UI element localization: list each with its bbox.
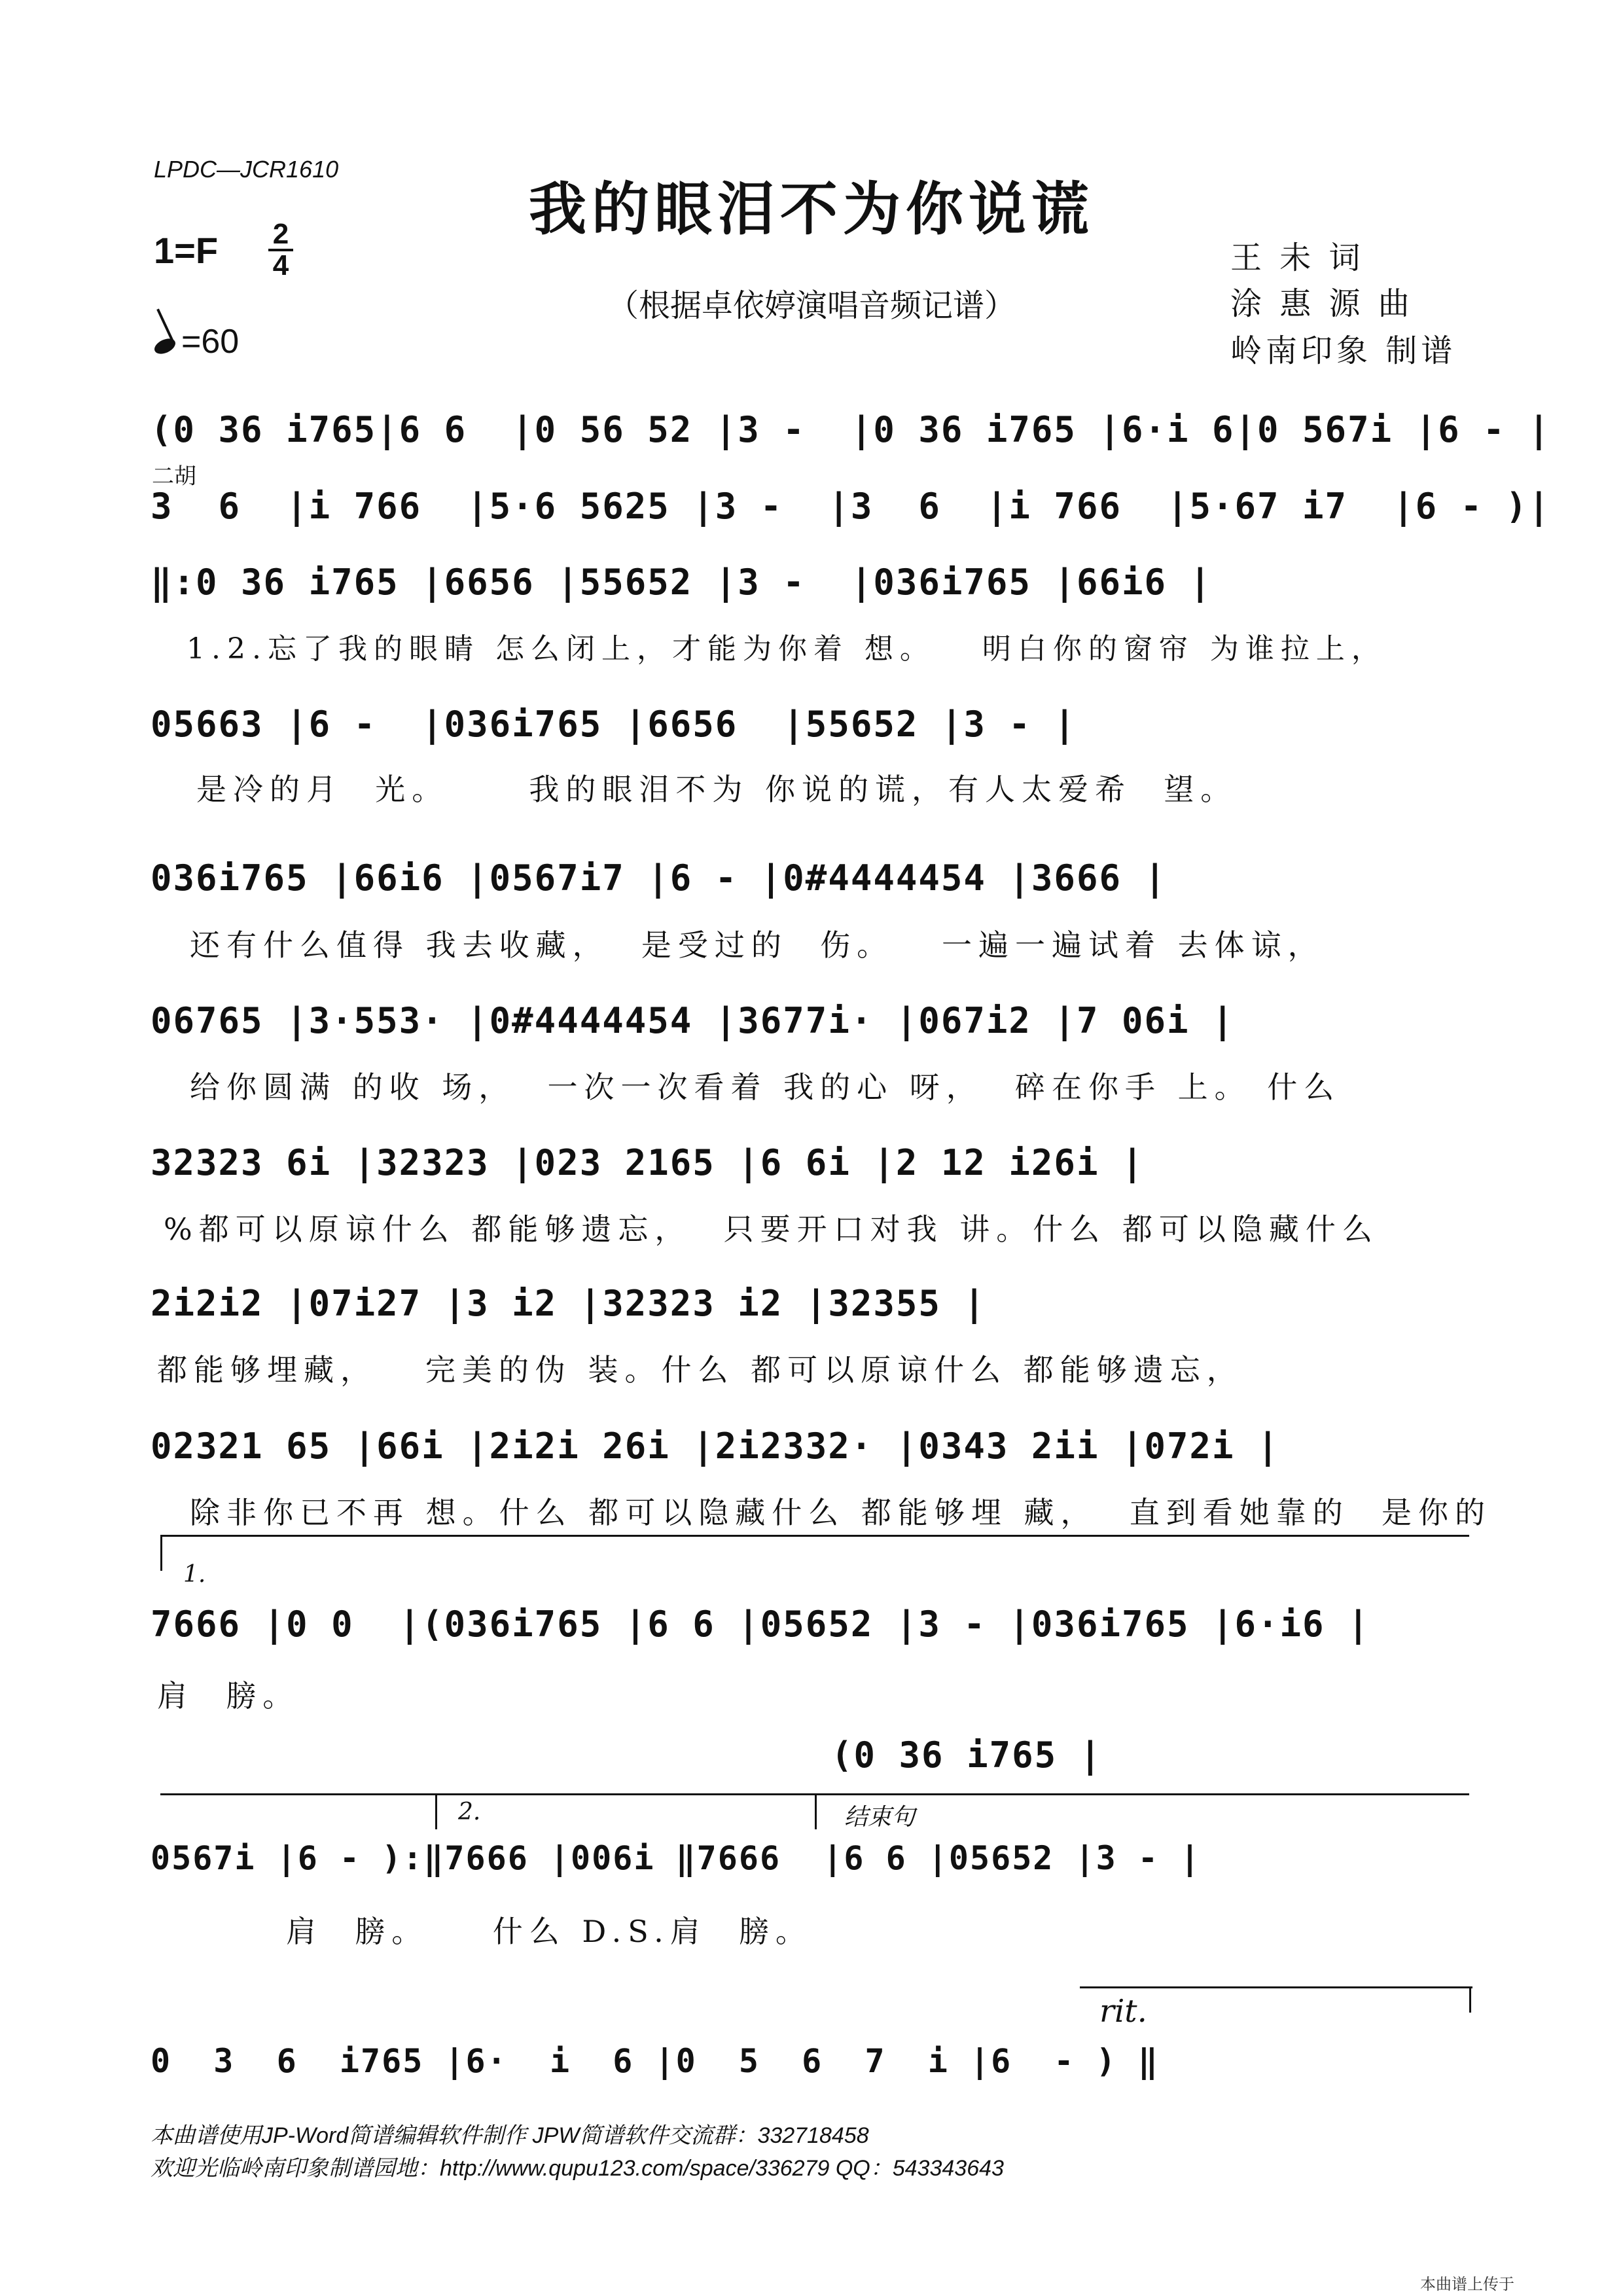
staff-row-12: 0 3 6 i765 |6· i 6 |0 5 6 7 i |6 - ) ‖	[151, 2042, 1159, 2080]
volta-1-label: 1.	[183, 1561, 206, 1588]
lyric-row-8: 都能够埋藏， 完美的伪 装。什么 都可以原谅什么 都能够遗忘，	[157, 1352, 1243, 1388]
key-signature: 1=F	[154, 230, 219, 271]
lyric-row-7: %都可以原谅什么 都能够遗忘， 只要开口对我 讲。什么 都可以隐藏什么	[164, 1211, 1379, 1247]
lyric-row-4: 是冷的月 光。 我的眼泪不为 你说的谎，有人太爱希 望。	[196, 772, 1238, 807]
lyricist-credit: 王 未 词	[1230, 240, 1364, 276]
volta-2-label: 2.	[458, 1799, 481, 1825]
lyric-row-11: 肩 膀。 什么 D.S.肩 膀。	[157, 1914, 812, 1949]
watermark-text: 本曲谱上传于	[1420, 2275, 1514, 2293]
subtitle: （根据卓依婷演唱音频记谱）	[607, 287, 1016, 324]
staff-row-8: 2i2i2 |07i27 |3 i2 |32323 i2 |32355 |	[151, 1283, 986, 1324]
volta-1-line	[160, 1535, 1469, 1537]
volta-2-hook	[435, 1793, 437, 1829]
arranger-credit: 岭南印象 制谱	[1230, 332, 1457, 369]
time-top: 2	[272, 218, 289, 250]
footer-line-1: 本曲谱使用JP-Word简谱编辑软件制作 JPW简谱软件交流群：332718458	[151, 2123, 869, 2148]
staff-row-6: 06765 |3·553· |0#4444454 |3677i· |067i2 |7 06i |	[151, 1000, 1235, 1041]
staff-row-1: (0 36 i765|6 6 |0 56 52 |3 - |0 36 i765 |6·i 6|0 567i |6 - |	[151, 409, 1551, 450]
tempo-mark	[154, 322, 239, 361]
footer-line-2: 欢迎光临岭南印象制谱园地：http://www.qupu123.com/space/336279 QQ：543343643	[151, 2156, 1004, 2181]
time-bottom: 4	[272, 249, 289, 281]
staff-row-7: 32323 6i |32323 |023 2165 |6 6i |2 12 i26i |	[151, 1142, 1145, 1183]
tempo-value: =60	[181, 323, 240, 361]
page-title: 我的眼泪不为你说谎	[528, 175, 1094, 243]
quarter-note-icon	[152, 336, 177, 357]
lyric-row-5: 还有什么值得 我去收藏， 是受过的 伤。 一遍一遍试着 去体谅，	[190, 927, 1325, 963]
coda-hook	[815, 1793, 817, 1829]
staff-row-2: 3 6 |i 766 |5·6 5625 |3 - |3 6 |i 766 |5·67 i7 |6 - )|	[151, 486, 1551, 527]
staff-row-3: ‖:0 36 i765 |6656 |55652 |3 - |036i765 |66i6 |	[151, 562, 1213, 603]
staff-row-5: 036i765 |66i6 |0567i7 |6 - |0#4444454 |3666 |	[151, 857, 1167, 899]
staff-row-11-pickup: (0 36 i765 |	[831, 1734, 1103, 1776]
rit-hook	[1469, 1986, 1471, 2013]
lyric-row-9: 除非你已不再 想。什么 都可以隐藏什么 都能够埋 藏， 直到看她靠的 是你的	[190, 1495, 1491, 1530]
lyric-row-10: 肩 膀。	[157, 1678, 300, 1713]
coda-label: 结束句	[844, 1804, 916, 1831]
ritardando-mark: rit.	[1099, 1993, 1147, 2030]
staff-row-11: 0567i |6 - ):‖7666 |006i ‖7666 |6 6 |05652 |3 - |	[151, 1839, 1202, 1877]
erhu-label: 二胡	[152, 463, 196, 490]
staff-row-10: 7666 |0 0 |(036i765 |6 6 |05652 |3 - |036i765 |6·i6 |	[151, 1604, 1370, 1645]
staff-row-9: 02321 65 |66i |2i2i 26i |2i2332· |0343 2ii |072i |	[151, 1426, 1280, 1467]
rit-line	[1080, 1986, 1472, 1988]
volta-1-hook	[160, 1535, 162, 1571]
lyric-row-6: 给你圆满 的收 场， 一次一次看着 我的心 呀， 碎在你手 上。 什么	[190, 1069, 1341, 1105]
time-signature	[268, 218, 293, 281]
staff-row-4: 05663 |6 - |036i765 |6656 |55652 |3 - |	[151, 704, 1077, 745]
score-code: LPDC—JCR1610	[154, 156, 339, 183]
lyric-row-3: 1.2.忘了我的眼睛 怎么闭上，才能为你着 想。 明白你的窗帘 为谁拉上，	[187, 632, 1387, 666]
composer-credit: 涂 惠 源 曲	[1230, 285, 1414, 322]
